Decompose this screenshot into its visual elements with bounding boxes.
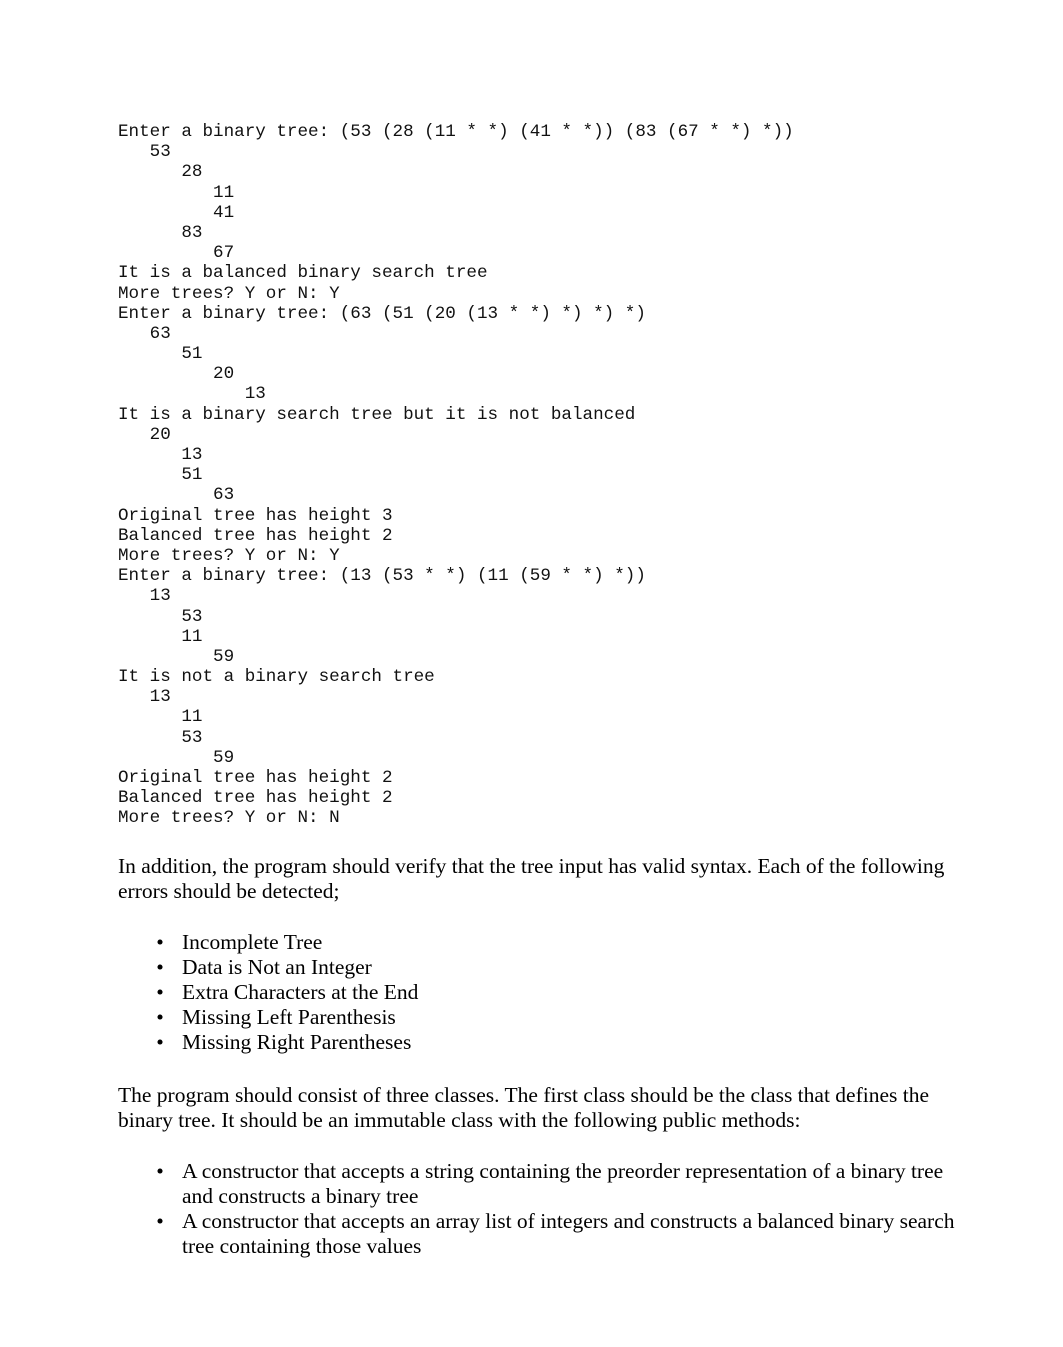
console-line: 13 — [118, 687, 171, 708]
console-line: 51 — [118, 344, 203, 365]
classes-paragraph: The program should consist of three classes. The first class should be the class that defines the binary tree. It should be an immutable class with the following public methods: — [118, 1083, 930, 1132]
methods-list — [118, 1159, 978, 1259]
list-item — [118, 980, 978, 1005]
bullet-icon: • — [156, 1005, 164, 1029]
console-line: Balanced tree has height 2 — [118, 525, 393, 546]
console-line: More trees? Y or N: N — [118, 808, 340, 829]
console-line: Enter a binary tree: (63 (51 (20 (13 * *) *) *) *) — [118, 303, 646, 324]
console-line: 13 — [118, 445, 203, 465]
list-item-text: Extra Characters at the End — [182, 980, 419, 1004]
console-line: 11 — [118, 182, 235, 203]
console-line: Enter a binary tree: (53 (28 (11 * *) (41 * *)) (83 (67 * *) *)) — [118, 122, 794, 142]
list-item — [118, 1159, 978, 1209]
console-line: 11 — [118, 707, 203, 728]
console-line: 83 — [118, 222, 203, 243]
console-line: 13 — [118, 586, 171, 607]
list-item-text: Incomplete Tree — [182, 930, 323, 954]
console-line: 59 — [118, 646, 235, 667]
console-line: More trees? Y or N: Y — [118, 545, 340, 566]
bullet-icon: • — [156, 1030, 164, 1054]
console-line: It is not a binary search tree — [118, 667, 435, 688]
console-line: 53 — [118, 606, 203, 627]
list-item — [118, 1030, 978, 1055]
console-line: 13 — [118, 384, 266, 405]
console-line: 53 — [118, 142, 171, 163]
console-line: It is a balanced binary search tree — [118, 263, 488, 284]
syntax-paragraph: In addition, the program should verify that the tree input has valid syntax. Each of the following errors should be detected; — [118, 854, 945, 903]
console-line: 41 — [118, 202, 235, 223]
list-item — [118, 955, 978, 980]
console-line: It is a binary search tree but it is not balanced — [118, 404, 636, 425]
console-line: Original tree has height 2 — [118, 768, 393, 788]
bullet-icon: • — [156, 930, 164, 954]
error-list — [118, 930, 978, 1055]
console-line: More trees? Y or N: Y — [118, 283, 340, 304]
list-item-text: Missing Left Parenthesis — [182, 1005, 396, 1029]
list-item-text: A constructor that accepts an array list of integers and constructs a balanced binary search tree containing those values — [182, 1209, 955, 1258]
bullet-icon: • — [156, 980, 164, 1004]
console-line: Balanced tree has height 2 — [118, 788, 393, 809]
console-line: 63 — [118, 323, 171, 344]
console-line: 28 — [118, 162, 203, 183]
list-item — [118, 1005, 978, 1030]
bullet-icon: • — [156, 1209, 164, 1233]
list-item — [118, 930, 978, 955]
console-line: 51 — [118, 465, 203, 486]
list-item — [118, 1209, 978, 1259]
console-output — [118, 122, 794, 829]
console-line: 53 — [118, 727, 203, 748]
list-item-text: Missing Right Parentheses — [182, 1030, 412, 1054]
list-item-text: Data is Not an Integer — [182, 955, 372, 979]
console-line: 20 — [118, 424, 171, 445]
console-line: 63 — [118, 485, 235, 506]
console-line: 67 — [118, 243, 235, 264]
console-line: 20 — [118, 364, 235, 385]
console-line: Original tree has height 3 — [118, 505, 393, 526]
list-item-text: A constructor that accepts a string containing the preorder representation of a binary tree and constructs a binary tree — [182, 1159, 944, 1208]
console-line: 59 — [118, 747, 235, 768]
console-line: Enter a binary tree: (13 (53 * *) (11 (59 * *) *)) — [118, 566, 646, 587]
bullet-icon: • — [156, 955, 164, 979]
bullet-icon: • — [156, 1159, 164, 1183]
console-line: 11 — [118, 626, 203, 647]
